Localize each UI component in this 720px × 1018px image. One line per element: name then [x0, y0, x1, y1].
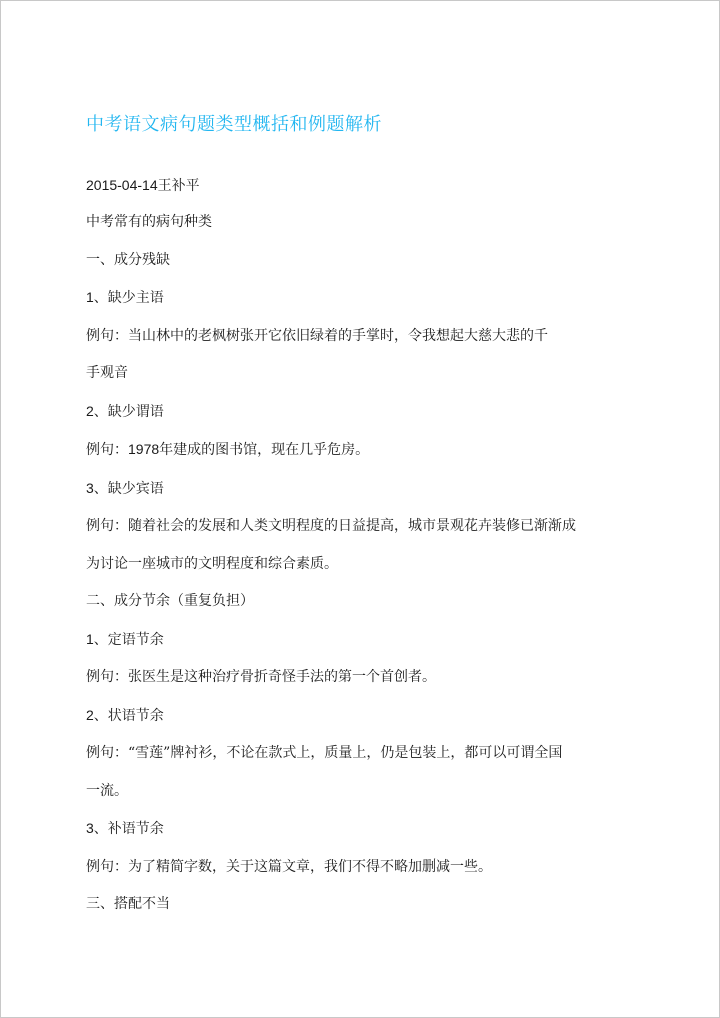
line-number: 3 [86, 820, 94, 836]
line-number: 1 [86, 289, 94, 305]
document-body [86, 107, 606, 914]
line-text: 、缺少宾语 [93, 480, 164, 497]
document-meta [86, 175, 606, 196]
line-year: 1978 [128, 441, 160, 457]
line-text: 、定语节余 [93, 631, 164, 648]
line-text: 中考常有的病句种类 [86, 214, 212, 230]
document-line [86, 857, 606, 877]
document-line [86, 629, 606, 650]
document-title: 中考语文病句题类型概括和例题解析 [86, 114, 382, 135]
line-text: 例句：为了精简字数，关于这篇文章，我们不得不略加删减一些。 [86, 858, 492, 875]
document-line [86, 363, 606, 383]
line-text: 、缺少主语 [93, 290, 164, 306]
line-text: 为讨论一座城市的文明程度和综合素质。 [86, 555, 338, 572]
line-text: 一流。 [86, 782, 128, 799]
author-name: 王补平 [157, 178, 200, 194]
document-line [86, 516, 606, 536]
publish-date: 2015-04-14 [86, 177, 158, 193]
document-line [86, 250, 606, 270]
document-lines [86, 212, 606, 914]
document-line [86, 894, 606, 914]
line-text: 二、成分节余（重复负担） [86, 593, 254, 609]
line-text-tail: 年建成的图书馆，现在几乎危房。 [159, 442, 370, 458]
line-text: 手观音 [86, 365, 128, 381]
document-line [86, 554, 606, 574]
document-line [86, 743, 606, 763]
line-text: 例句：随着社会的发展和人类文明程度的日益提高，城市景观花卉装修已渐渐成 [86, 518, 576, 534]
line-number: 1 [86, 630, 94, 647]
document-line [86, 781, 606, 801]
line-text: 例句：当山林中的老枫树张开它依旧绿着的手掌时，令我想起大慈大悲的千 [86, 327, 548, 344]
line-text: 例句：“雪莲”牌衬衫，不论在款式上，质量上，仍是包装上，都可以可谓全国 [86, 745, 563, 761]
line-number: 2 [86, 402, 94, 419]
line-text: 一、成分残缺 [86, 251, 170, 268]
line-text: 例句： [86, 442, 128, 458]
document-line [86, 818, 606, 839]
document-line [86, 287, 606, 308]
line-number: 2 [86, 706, 94, 723]
document-line [86, 401, 606, 422]
line-text: 三、搭配不当 [86, 896, 170, 912]
line-text: 、缺少谓语 [93, 403, 164, 420]
document-line [86, 667, 606, 687]
document-line [86, 705, 606, 726]
document-line [86, 326, 606, 346]
document-line [86, 591, 606, 611]
document-line [86, 212, 606, 232]
line-number: 3 [86, 479, 94, 496]
line-text: 例句：张医生是这种治疗骨折奇怪手法的第一个首创者。 [86, 669, 436, 685]
line-text: 、状语节余 [93, 707, 164, 724]
document-line [86, 439, 606, 460]
line-text: 、补语节余 [93, 821, 164, 837]
document-line [86, 478, 606, 499]
